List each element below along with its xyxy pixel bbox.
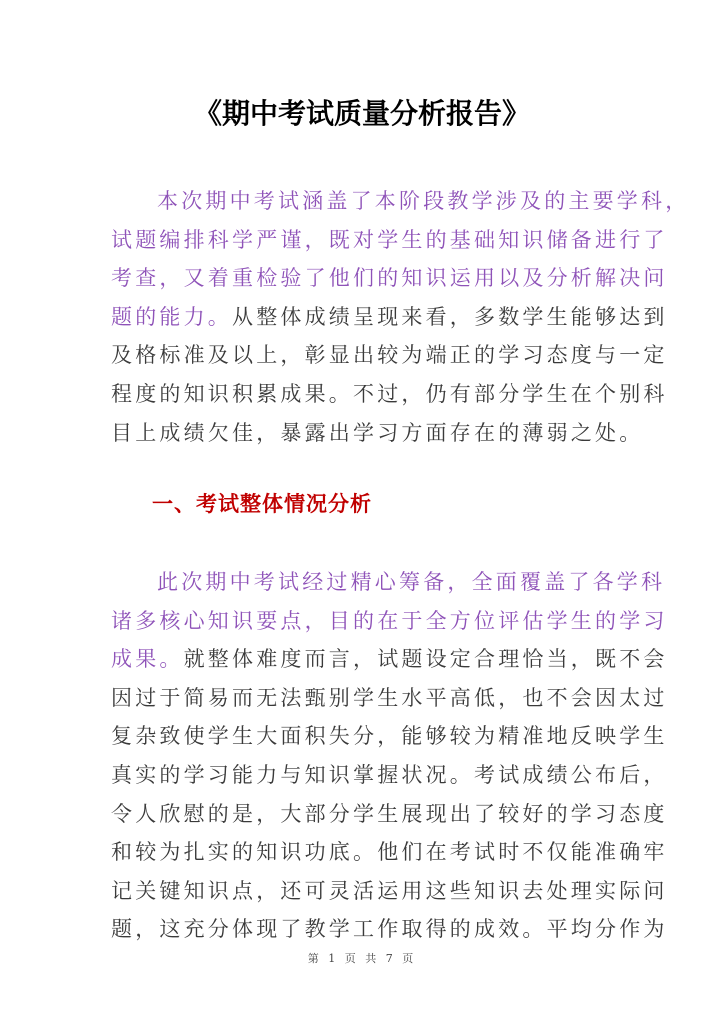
paragraph-line: 及格标准及以上，彰显出较为端正的学习态度与一定 [111,343,668,368]
paragraph-line: 题，这充分体现了教学工作取得的成效。平均分作为 [111,917,668,942]
paragraph-line: 令人欣慰的是，大部分学生展现出了较好的学习态度 [111,801,668,826]
paragraph-line: 试题编排科学严谨，既对学生的基础知识储备进行了 [111,227,668,252]
paragraph-line: 诸多核心知识要点，目的在于全方位评估学生的学习 [111,608,668,633]
paragraph-line: 题的能力。从整体成绩呈现来看，多数学生能够达到 [111,304,668,329]
paragraph-line: 考查，又着重检验了他们的知识运用以及分析解决问 [111,266,668,291]
paragraph-line: 成果。就整体难度而言，试题设定合理恰当，既不会 [111,647,668,672]
page-number-footer: 第 1 页 共 7 页 [307,952,417,965]
paragraph-line: 目上成绩欠佳，暴露出学习方面存在的薄弱之处。 [111,420,644,445]
paragraph-line: 本次期中考试涵盖了本阶段教学涉及的主要学科， [157,189,690,213]
section-heading: 一、考试整体情况分析 [152,491,372,516]
paragraph-line: 因过于简易而无法甄别学生水平高低，也不会因太过 [111,685,668,710]
paragraph-line: 此次期中考试经过精心筹备，全面覆盖了各学科 [157,570,666,594]
paragraph-line: 和较为扎实的知识功底。他们在考试时不仅能准确牢 [111,840,668,865]
paragraph-line: 程度的知识积累成果。不过，仍有部分学生在个别科 [111,381,668,406]
section-1-paragraph [111,563,668,949]
paragraph-line: 真实的学习能力与知识掌握状况。考试成绩公布后， [111,762,668,787]
paragraph-line: 记关键知识点，还可灵活运用这些知识去处理实际问 [111,878,668,903]
paragraph-line: 复杂致使学生大面积失分，能够较为精准地反映学生 [111,724,668,749]
document-title: 《期中考试质量分析报告》 [193,97,530,130]
intro-paragraph [111,182,690,452]
